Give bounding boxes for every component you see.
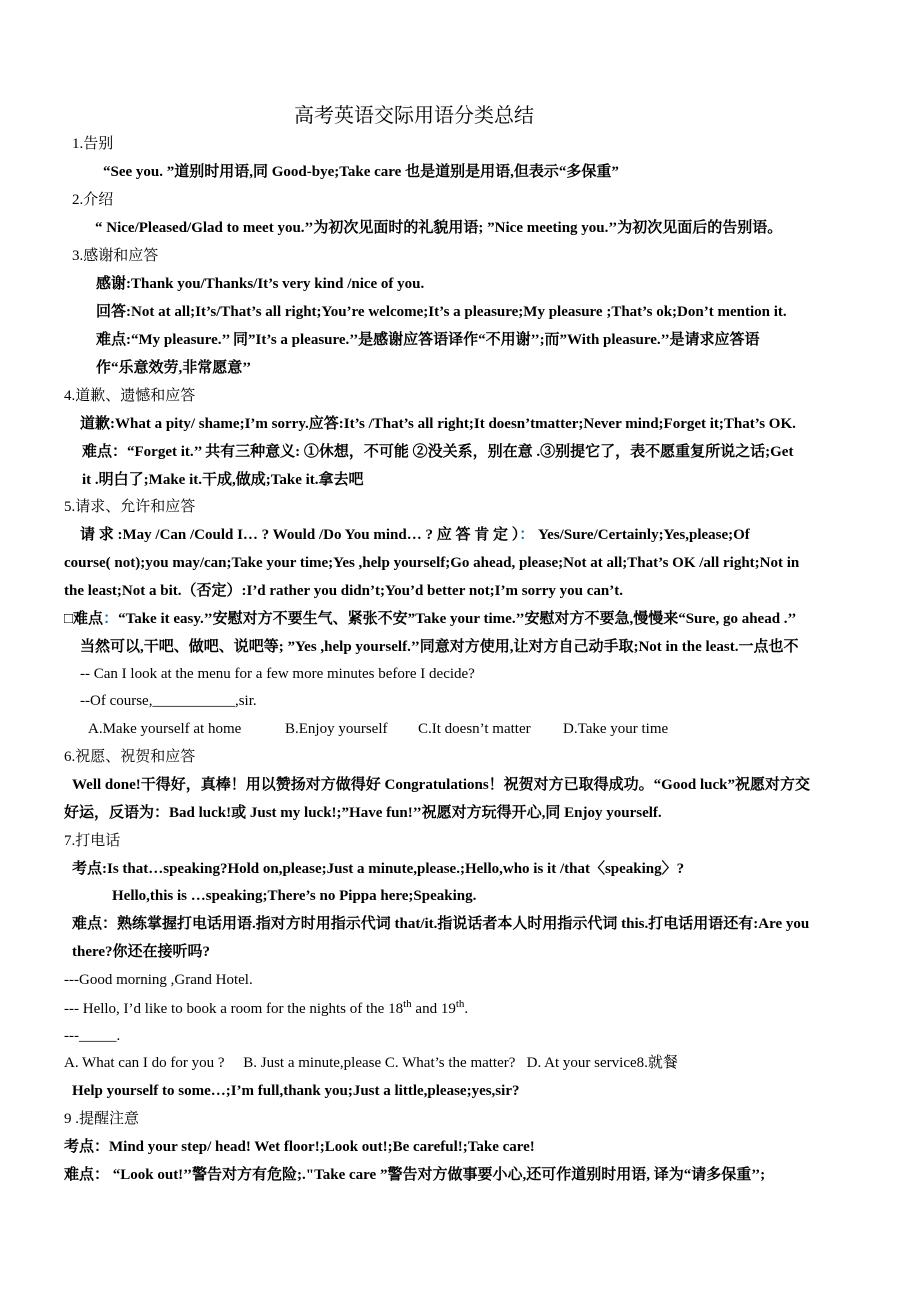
phone-superscript-1: th (403, 998, 412, 1010)
introduction-line: “ Nice/Pleased/Glad to meet you.’’为初次见面时的礼貌用语; ”Nice meeting you.’’为初次见面后的告别语。 (95, 220, 783, 236)
phone-question-3b: . (116, 1028, 121, 1044)
request-question-2 (80, 691, 257, 711)
request-line-1a: 请 求 :May /Can /Could I… ? Would /Do You mind… ? 应 答 肯 定 ） (80, 527, 520, 543)
phone-superscript-2: th (455, 998, 465, 1010)
apology-line-2: 难点：“Forget it.’’ 共有三种意义: ①休想，不可能 ②没关系，别在意 .③别提它了，表不愿重复所说之话;Get (82, 444, 794, 460)
request-line-1 (80, 525, 750, 545)
section-heading-request: 5.请求、允许和应答 (64, 499, 196, 515)
thanks-line-2: 回答:Not at all;It’s/That’s all right;You’re welcome;It’s a pleasure;My pleasure ;That’s ok;Don’t mention it. (96, 304, 787, 320)
thanks-line-4: 作“乐意效劳,非常愿意’’ (96, 360, 252, 376)
request-option-a: A.Make yourself at home (88, 721, 242, 737)
request-question-1: -- Can I look at the menu for a few more minutes before I decide? (80, 666, 475, 682)
reminder-line-1: 考点：Mind your step/ head! Wet floor!;Look out!;Be careful!;Take care! (64, 1139, 535, 1155)
request-difficulty-colon: ： (103, 611, 119, 627)
request-line-1b: Yes/Sure/Certainly;Yes,please;Of (534, 527, 750, 543)
section-heading-thanks: 3.感谢和应答 (72, 248, 159, 264)
thanks-line-3: 难点:“My pleasure.’’ 同”It’s a pleasure.’’是感谢应答语译作“不用谢’’;而”With pleasure.’’是请求应答语 (96, 332, 760, 348)
wishes-line-2: 好运，反语为：Bad luck!或 Just my luck!;”Have fun!’’祝愿对方玩得开心,同 Enjoy yourself. (64, 805, 662, 821)
request-line-5: 当然可以,干吧、做吧、说吧等; ”Yes ,help yourself.’’同意对方使用,让对方自己动手取;Not in the least.一点也不 (80, 639, 799, 655)
request-option-b: B.Enjoy yourself (285, 721, 388, 737)
request-line-4 (64, 609, 796, 629)
phone-question-2a: --- Hello, I’d like to book a room for the nights of the 18 (64, 1001, 404, 1017)
section-heading-introduction: 2.介绍 (72, 192, 114, 208)
request-line-3: the least;Not a bit.（否定）:I’d rather you didn’t;You’d better not;I’m sorry you can’t. (64, 583, 623, 599)
phone-blank: _____ (79, 1028, 117, 1044)
wishes-line-1: Well done!干得好，真棒！用以赞扬对方做得好 Congratulations！祝贺对方已取得成功。“Good luck”祝愿对方交 (72, 777, 810, 793)
section-heading-apology: 4.道歉、遗憾和应答 (64, 388, 196, 404)
phone-question-2b: and 19 (411, 1001, 456, 1017)
request-option-c: C.It doesn’t matter (418, 721, 531, 737)
phone-options: A. What can I do for you ? B. Just a minute,please C. What’s the matter? D. At your service8.就餐 (64, 1055, 678, 1071)
dining-line: Help yourself to some…;I’m full,thank you;Just a little,please;yes,sir? (72, 1083, 520, 1099)
request-option-d: D.Take your time (563, 721, 669, 737)
phone-question-2c: . (464, 1001, 469, 1017)
phone-line-3: 难点：熟练掌握打电话用语.指对方时用指示代词 that/it.指说话者本人时用指示代词 this.打电话用语还有:Are you (72, 916, 810, 932)
phone-question-3 (64, 1026, 120, 1046)
section-heading-phone: 7.打电话 (64, 833, 121, 849)
farewell-line: “See you. ”道别时用语,同 Good-bye;Take care 也是道别是用语,但表示“多保重” (103, 164, 619, 180)
phone-line-4: there?你还在接听吗? (72, 944, 211, 960)
request-line-2: course( not);you may/can;Take your time;Yes ,help yourself;Go ahead, please;Not at all;That’s OK /all right;Not in (64, 555, 800, 571)
section-heading-wishes: 6.祝愿、祝贺和应答 (64, 749, 196, 765)
section-heading-farewell: 1.告别 (72, 136, 114, 152)
phone-line-1: 考点:Is that…speaking?Hold on,please;Just a minute,please.;Hello,who is it /that〈speaking〉? (72, 861, 685, 877)
request-difficulty-label: □难点 (64, 611, 104, 627)
section-heading-reminder: 9 .提醒注意 (64, 1111, 140, 1127)
request-question-2b: ,sir. (234, 693, 257, 709)
request-question-2a: --Of course, (80, 693, 153, 709)
apology-line-3: it .明白了;Make it.干成,做成;Take it.拿去吧 (82, 472, 364, 488)
page-title: 高考英语交际用语分类总结 (294, 105, 534, 127)
request-blank: ___________ (152, 693, 235, 709)
reminder-line-2: 难点： “Look out!’’警告对方有危险;."Take care ”警告对方做事要小心,还可作道别时用语, 译为“请多保重’’; (64, 1167, 766, 1183)
phone-question-1: ---Good morning ,Grand Hotel. (64, 972, 253, 988)
apology-line-1: 道歉:What a pity/ shame;I’m sorry.应答:It’s /That’s all right;It doesn’tmatter;Never mind;Forget it;That’s OK. (80, 416, 796, 432)
phone-question-3a: --- (64, 1028, 79, 1044)
thanks-line-1: 感谢:Thank you/Thanks/It’s very kind /nice of you. (96, 276, 425, 292)
request-line-4-text: “Take it easy.’’安慰对方不要生气、紧张不安”Take your time.’’安慰对方不要急,慢慢来“Sure, go ahead .’’ (118, 611, 797, 627)
phone-question-2 (64, 999, 468, 1019)
phone-line-2: Hello,this is …speaking;There’s no Pippa here;Speaking. (112, 888, 477, 904)
request-colon: ： (519, 527, 535, 543)
